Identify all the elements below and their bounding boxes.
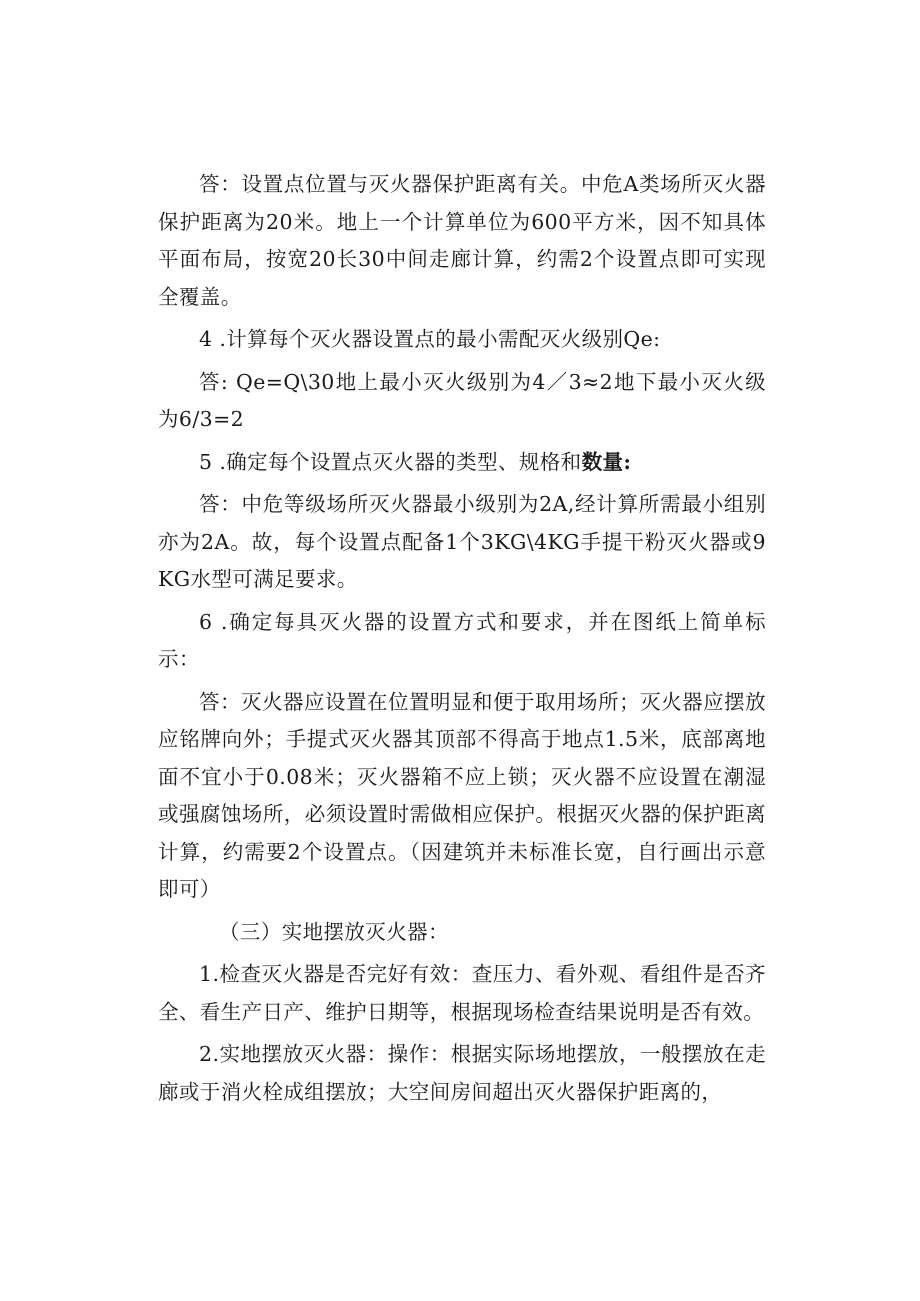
answer-paragraph-qe-calculation: 答: Qe=Q\30地上最小灭火级别为4／3≈2地下最小灭火级为6/3=2 (158, 369, 766, 431)
step-5-heading-bold-text: 数量: (581, 449, 632, 474)
step-5-heading (158, 444, 766, 482)
document-body (158, 166, 766, 1111)
item-2-place-extinguisher: 2.实地摆放灭火器：操作：根据实际场地摆放，一般摆放在走廊或于消火栓成组摆放；大空间房间超出灭火器保护距离的， (158, 1042, 766, 1104)
answer-paragraph-extinguisher-type: 答：中危等级场所灭火器最小级别为2A,经计算所需最小组别亦为2A。故，每个设置点配备1个3KG\4KG手提干粉灭火器或9KG水型可满足要求。 (158, 492, 766, 591)
step-4-heading: 4 .计算每个灭火器设置点的最小需配灭火级别Qe: (199, 327, 661, 351)
answer-paragraph-setting-requirements: 答：灭火器应设置在位置明显和便于取用场所；灭火器应摆放应铭牌向外；手提式灭火器其顶部不得高于地点1.5米，底部离地面不宜小于0.08米；灭火器箱不应上锁；灭火器不应设置在潮湿或强腐蚀场所，必须设置时需做相应保护。根据灭火器的保护距离计算，约需要2个设置点。（因建筑并未标准长宽，自行画出示意即可） (158, 689, 766, 901)
step-5-heading-text: 5 .确定每个设置点灭火器的类型、规格和 (199, 449, 582, 474)
section-3-heading: （三）实地摆放灭火器： (219, 919, 449, 944)
answer-paragraph-setting-point-location: 答：设置点位置与灭火器保护距离有关。中危A类场所灭火器保护距离为20米。地上一个计算单位为600平方米，因不知具体平面布局，按宽20长30中间走廊计算，约需2个设置点即可实现全覆盖。 (158, 172, 766, 309)
step-6-heading: 6 .确定每具灭火器的设置方式和要求，并在图纸上简单标示： (158, 609, 766, 671)
item-1-check-extinguisher: 1.检查灭火器是否完好有效：查压力、看外观、看组件是否齐全、看生产日产、维护日期等，根据现场检查结果说明是否有效。 (158, 962, 766, 1024)
